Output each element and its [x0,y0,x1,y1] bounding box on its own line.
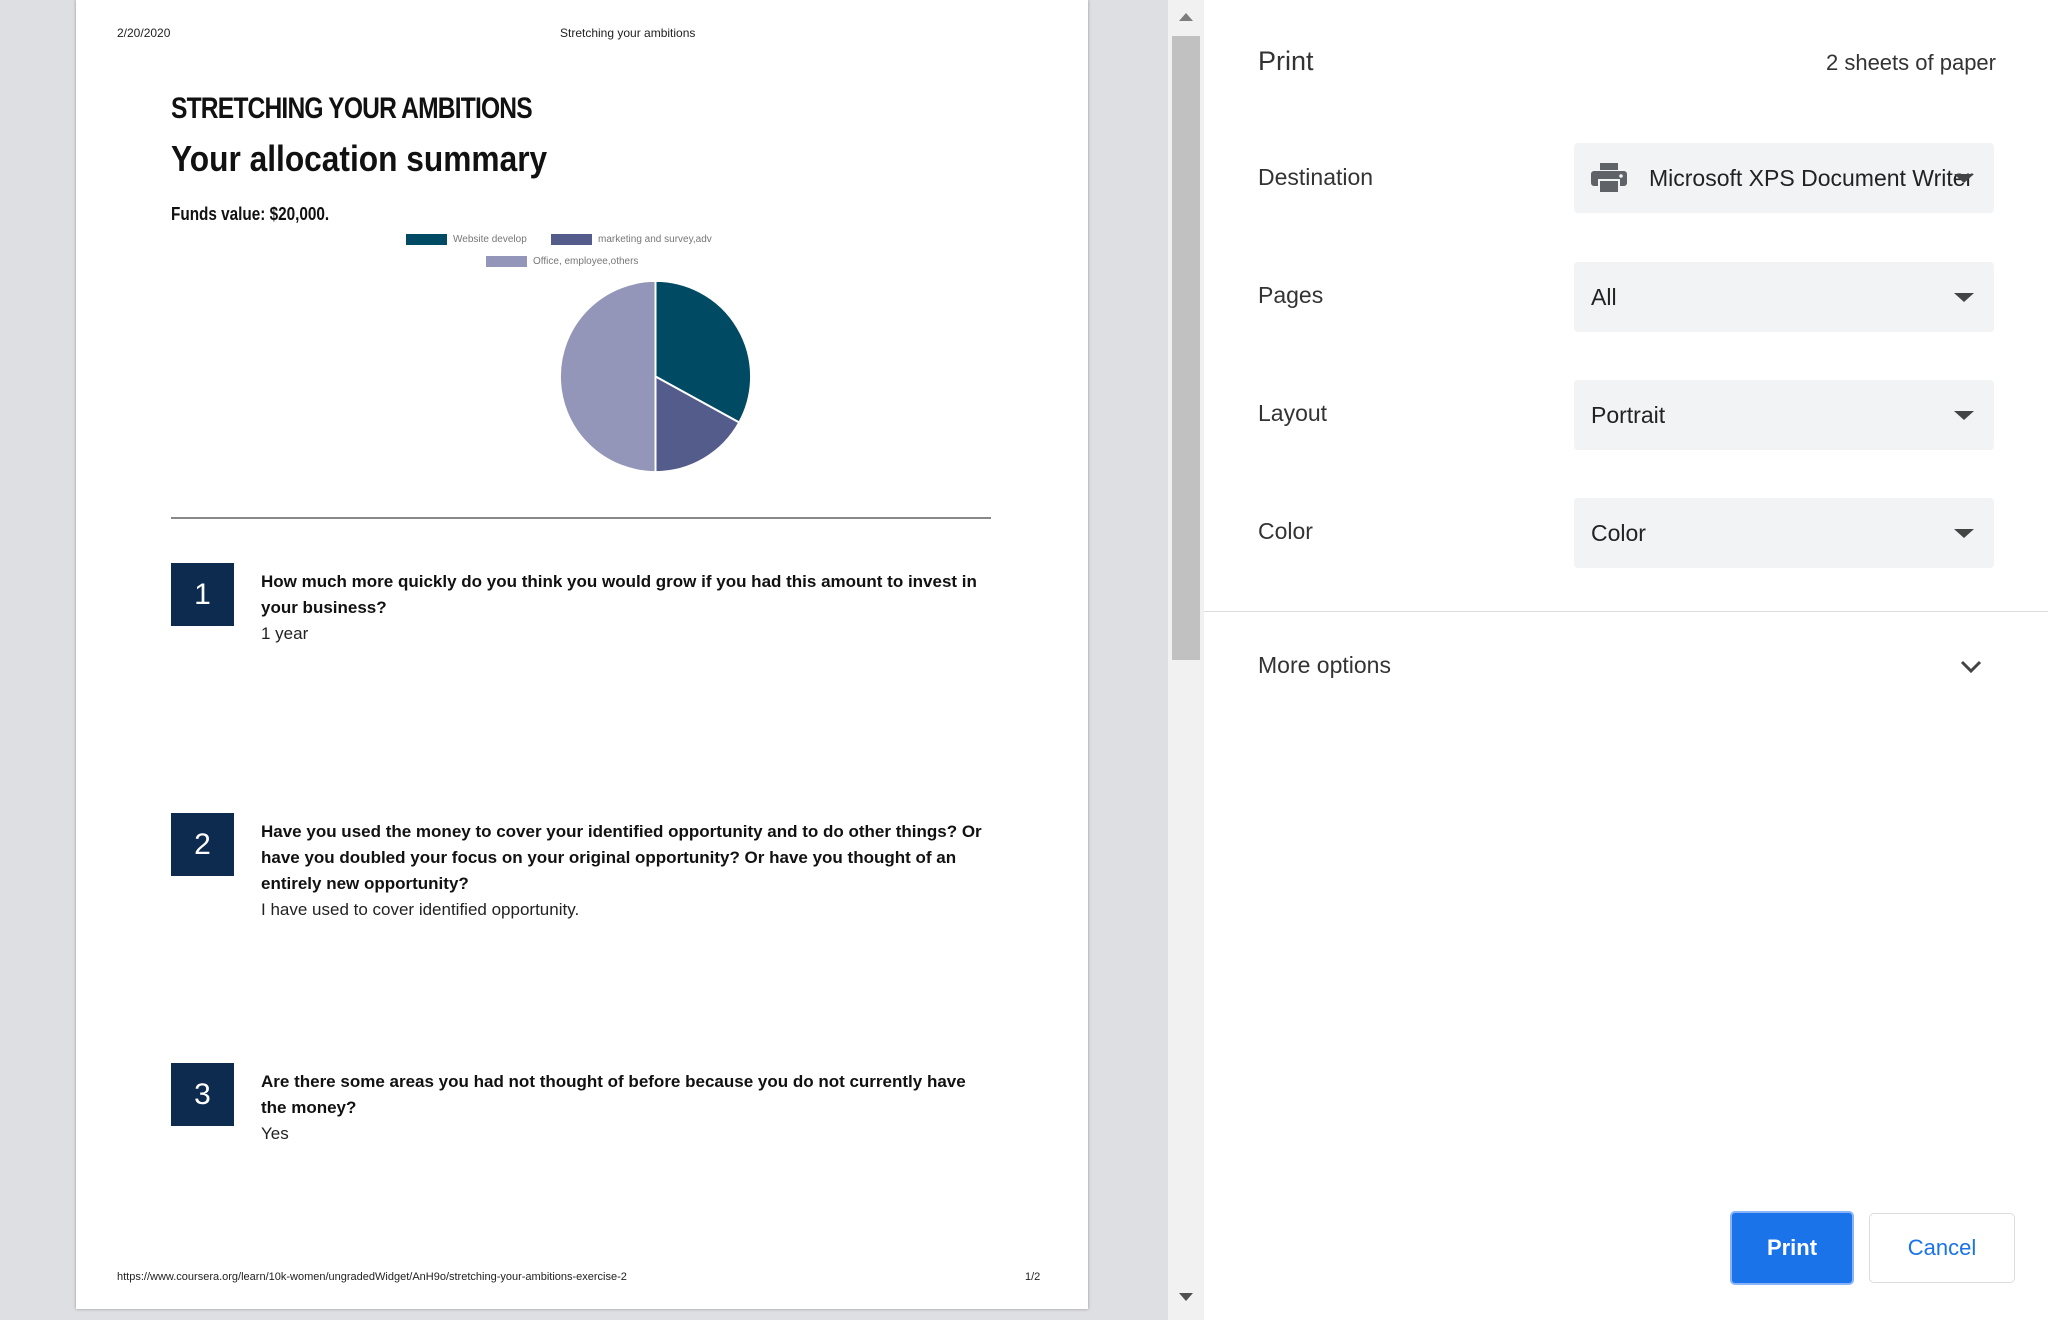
chevron-down-icon [1954,529,1974,538]
preview-scrollbar[interactable] [1168,0,1204,1320]
allocation-pie-chart [558,279,753,474]
chevron-down-icon [1954,293,1974,302]
question-prompt: How much more quickly do you think you would grow if you had this amount to invest in your business? [261,572,977,617]
question-number: 1 [171,563,234,626]
question-text [261,569,991,647]
printer-icon [1591,163,1627,193]
page-header-title: Stretching your ambitions [560,26,696,40]
legend-label: marketing and survey,adv [598,234,712,246]
legend-item-marketing [551,234,712,245]
question-answer: Yes [261,1124,289,1143]
color-value: Color [1591,519,1646,546]
legend-label: Website develop [453,234,527,246]
layout-label: Layout [1258,400,1328,426]
question-text [261,819,991,923]
more-options-toggle[interactable]: More options [1258,652,1391,678]
pages-select[interactable] [1574,262,1994,332]
chevron-down-icon[interactable] [1956,654,1986,678]
color-label: Color [1258,518,1313,544]
pages-value: All [1591,283,1617,310]
destination-select[interactable] [1574,143,1994,213]
chevron-down-icon [1954,174,1974,183]
destination-label: Destination [1258,164,1374,190]
scroll-down-arrow-icon[interactable] [1179,1293,1193,1301]
layout-select[interactable] [1574,380,1994,450]
question-number: 3 [171,1063,234,1126]
legend-label: Office, employee,others [533,256,639,268]
cancel-button[interactable]: Cancel [1869,1213,2015,1283]
section-divider [171,517,991,519]
brand-heading: STRETCHING YOUR AMBITIONS [171,92,532,125]
question-answer: 1 year [261,624,309,643]
legend-item-website [406,234,527,245]
pie-slice-3 [560,281,656,472]
sheet-count: 2 sheets of paper [1825,50,1996,75]
page-footer-url: https://www.coursera.org/learn/10k-women/ungradedWidget/AnH9o/stretching-your-ambitions-exercise-2 [117,1271,627,1283]
question-answer: I have used to cover identified opportunity. [261,900,580,919]
question-prompt: Are there some areas you had not thought of before because you do not currently have the money? [261,1072,966,1117]
legend-swatch [551,234,592,245]
color-select[interactable] [1574,498,1994,568]
pages-label: Pages [1258,282,1324,308]
question-text [261,1069,991,1147]
scroll-up-arrow-icon[interactable] [1179,13,1193,21]
legend-swatch [486,256,527,267]
panel-title: Print [1258,46,1314,76]
scroll-thumb[interactable] [1172,36,1200,660]
question-prompt: Have you used the money to cover your identified opportunity and to do other things? Or have you doubled your focus on your original opportunity? Or have you thought of an entirely new opportunity? [261,822,982,893]
preview-page [76,0,1088,1309]
document-title: Your allocation summary [171,138,548,179]
print-button[interactable]: Print [1730,1211,1854,1285]
destination-value: Microsoft XPS Document Writer [1649,164,1974,191]
chevron-down-icon [1954,411,1974,420]
page-header-date: 2/20/2020 [117,26,171,40]
page-footer-number: 1/2 [1025,1271,1041,1283]
panel-divider [1204,611,2048,612]
funds-value: Funds value: $20,000. [171,204,330,224]
layout-value: Portrait [1591,401,1666,428]
question-number: 2 [171,813,234,876]
print-settings-panel [1204,0,2048,1320]
legend-swatch [406,234,447,245]
legend-item-office [486,256,638,267]
